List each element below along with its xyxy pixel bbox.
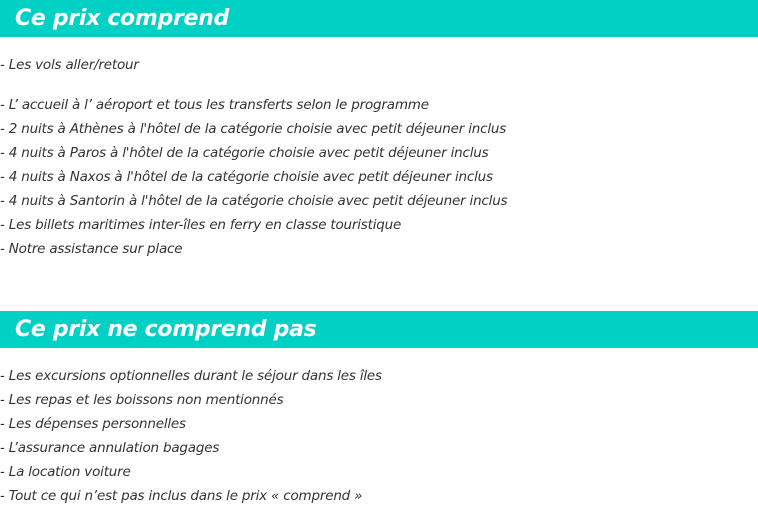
list-item: - Tout ce qui n’est pas inclus dans le prix « comprend » (0, 488, 363, 504)
list-item: - L’ accueil à l’ aéroport et tous les transferts selon le programme (0, 97, 429, 113)
list-item: - Notre assistance sur place (0, 241, 183, 257)
included-list (0, 93, 507, 261)
list-item: - 4 nuits à Santorin à l'hôtel de la catégorie choisie avec petit déjeuner inclus (0, 193, 508, 209)
included-section-header (0, 0, 758, 37)
list-item: - Les vols aller/retour (0, 57, 139, 73)
excluded-list (0, 364, 382, 508)
list-item: - Les dépenses personnelles (0, 416, 186, 432)
list-item: - 4 nuits à Paros à l'hôtel de la catégorie choisie avec petit déjeuner inclus (0, 145, 489, 161)
excluded-section-title: Ce prix ne comprend pas (15, 317, 317, 342)
list-item: - Les repas et les boissons non mentionnés (0, 392, 284, 408)
excluded-section-header (0, 311, 758, 348)
included-section-title: Ce prix comprend (15, 6, 229, 31)
list-item: - 4 nuits à Naxos à l'hôtel de la catégorie choisie avec petit déjeuner inclus (0, 169, 493, 185)
list-item: - La location voiture (0, 464, 131, 480)
list-item: - Les excursions optionnelles durant le séjour dans les îles (0, 368, 382, 384)
list-item: - Les billets maritimes inter-îles en ferry en classe touristique (0, 217, 402, 233)
included-list-first (0, 53, 139, 77)
list-item: - 2 nuits à Athènes à l'hôtel de la catégorie choisie avec petit déjeuner inclus (0, 121, 507, 137)
list-item: - L’assurance annulation bagages (0, 440, 220, 456)
